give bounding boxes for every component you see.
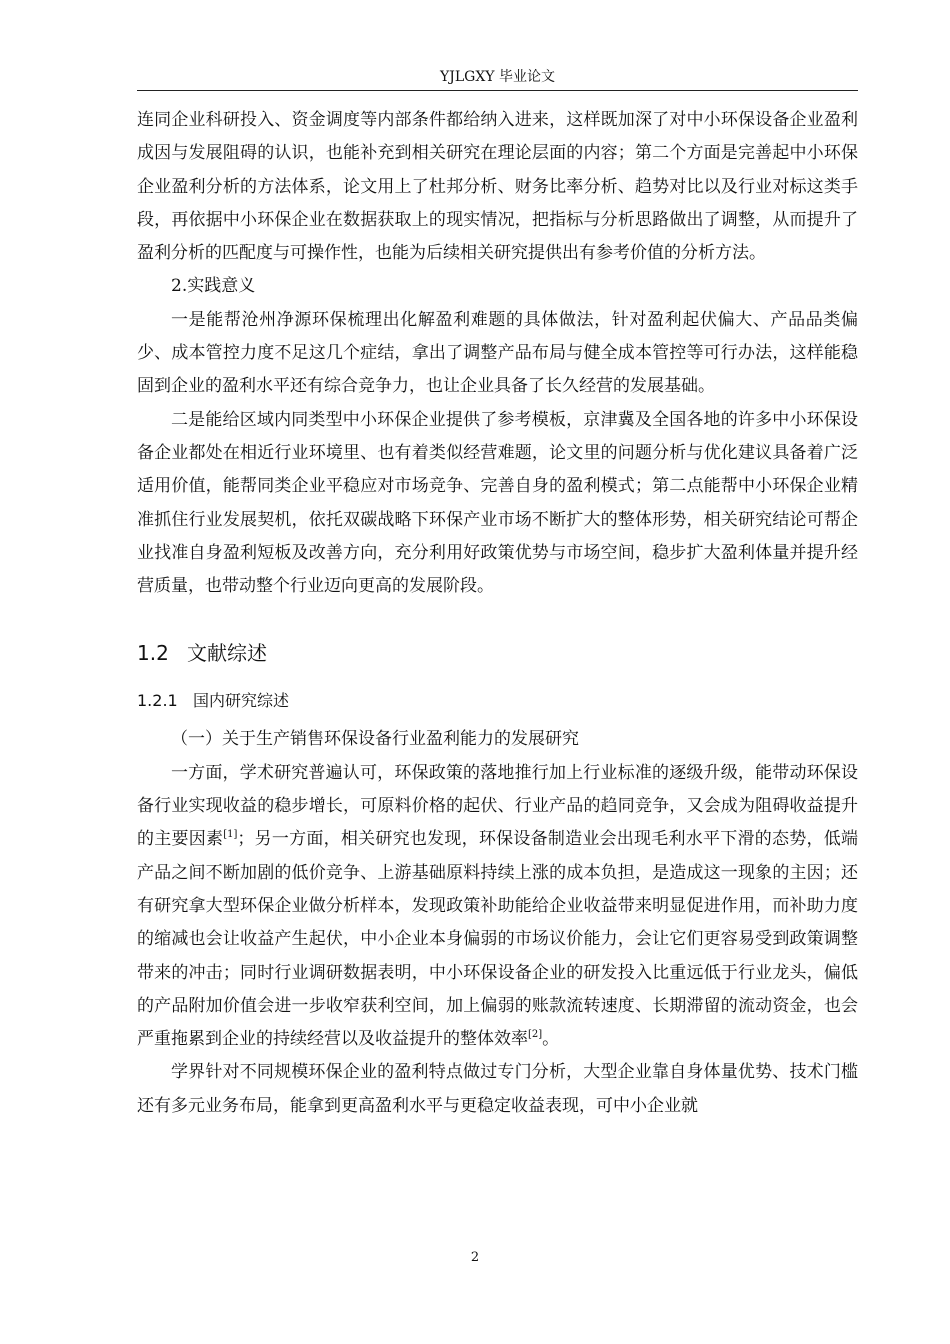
paragraph-heading-practical-significance: 2.实践意义 (171, 276, 256, 297)
paragraph: 二是能给区域内同类型中小环保企业提供了参考模板，京津冀及全国各地的许多中小环保设备企业都处在相近行业环境里、也有着类似经营难题，论文里的问题分析与优化建议具备着广泛适用价值，能帮同类企业平稳应对市场竞争、完善自身的盈利模式；第二点能帮中小环保企业精准抓住行业发展契机，依托双碳战略下环保产业市场不断扩大的整体形势，相关研究结论可帮企业找准自身盈利短板及改善方向，充分利用好政策优势与市场空间，稳步扩大盈利体量并提升经营质量，也带动整个行业迈向更高的发展阶段。 (137, 409, 858, 597)
paragraph-text: 一方面，学术研究普遍认可，环保政策的落地推行加上行业标准的逐级升级，能带动环保设备行业实现收益的稳步增长，可原料价格的起伏、行业产品的趋同竞争，又会成为阻碍收益提升的主要因素 (137, 762, 858, 850)
subsection-title: 国内研究综述 (193, 691, 290, 711)
page-number: 2 (470, 1250, 480, 1265)
paragraph-topic-heading: （一）关于生产销售环保设备行业盈利能力的发展研究 (171, 729, 579, 750)
paragraph: 学界针对不同规模环保企业的盈利特点做过专门分析，大型企业靠自身体量优势、技术门槛还有多元业务布局，能拿到更高盈利水平与更稳定收益表现，可中小企业就 (137, 1062, 858, 1116)
paragraph-text: ；另一方面，相关研究也发现，环保设备制造业会出现毛利水平下滑的态势，低端产品之间不断加剧的低价竞争、上游基础原料持续上涨的成本负担，是造成这一现象的主因；还有研究拿大型环保企业做分析样本，发现政策补助能给企业收益带来明显促进作用，而补助力度的缩减也会让收益产生起伏，中小企业本身偏弱的市场议价能力，会让它们更容易受到政策调整带来的冲击；同时行业调研数据表明，中小环保设备企业的研发投入比重远低于行业龙头，偏低的产品附加价值会进一步收窄获利空间，加上偏弱的账款流转速度、长期滞留的流动资金，也会严重拖累到企业的持续经营以及收益提升的整体效率 (137, 829, 859, 1050)
paragraph-text: 。 (542, 1029, 560, 1050)
running-header: YJLGXY 毕业论文 (440, 69, 555, 85)
citation-ref-2[interactable]: [2] (528, 1029, 543, 1041)
section-title: 文献综述 (187, 641, 267, 666)
body-text (137, 104, 858, 1123)
paragraph: 连同企业科研投入、资金调度等内部条件都给纳入进来，这样既加深了对中小环保设备企业盈利成因与发展阻碍的认识，也能补充到相关研究在理论层面的内容；第二个方面是完善起中小环保企业盈利分析的方法体系，论文用上了杜邦分析、财务比率分析、趋势对比以及行业对标这类手段，再依据中小环保企业在数据获取上的现实情况，把指标与分析思路做出了调整，从而提升了盈利分析的匹配度与可操作性，也能为后续相关研究提供出有参考价值的分析方法。 (137, 110, 858, 264)
citation-ref-1[interactable]: [1] (223, 829, 238, 841)
section-heading (137, 639, 858, 667)
section-number: 1.2 (137, 641, 169, 666)
header-rule (137, 90, 858, 91)
subsection-number: 1.2.1 (137, 691, 178, 711)
subsection-heading (137, 689, 858, 713)
paragraph: 一是能帮沧州净源环保梳理出化解盈利难题的具体做法，针对盈利起伏偏大、产品品类偏少、成本管控力度不足这几个症结，拿出了调整产品布局与健全成本管控等可行办法，这样能稳固到企业的盈利水平还有综合竞争力，也让企业具备了长久经营的发展基础。 (137, 309, 858, 397)
paragraph (137, 757, 858, 1057)
